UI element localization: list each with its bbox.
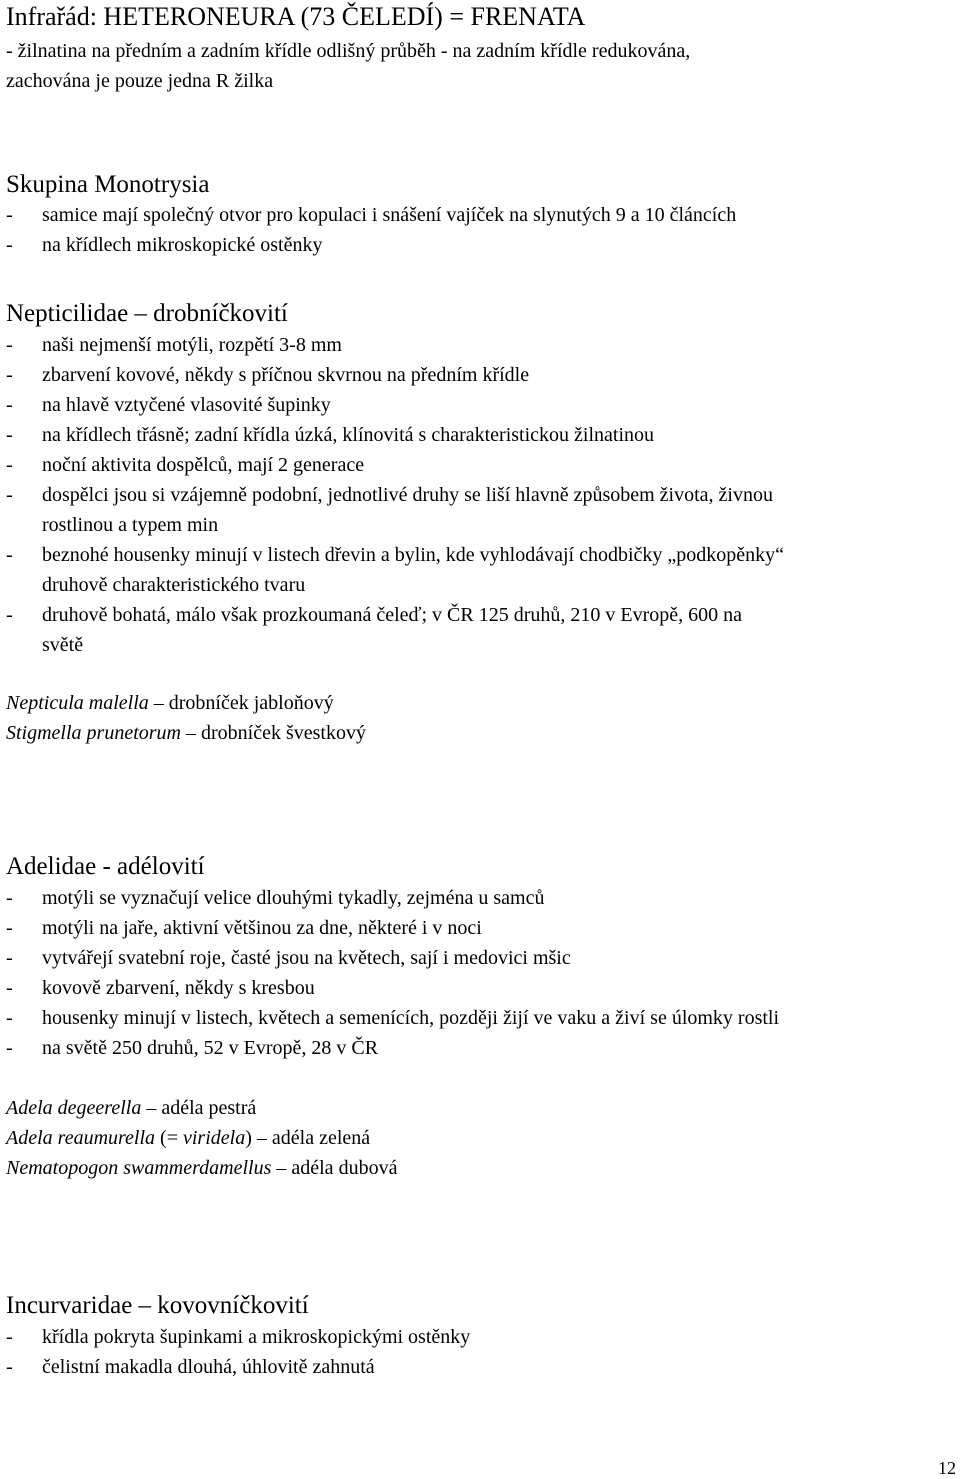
list-item-text: beznohé housenky minují v listech dřevin a bylin, kde vyhlodávají chodbičky „podkopěnky“	[42, 544, 785, 566]
list-item-text: čelistní makadla dlouhá, úhlovitě zahnutá	[42, 1356, 375, 1378]
intro-line: zachována je pouze jedna R žilka	[6, 70, 274, 92]
list-item-text: motýli na jaře, aktivní většinou za dne, některé i v noci	[42, 917, 482, 939]
species-entry	[6, 1097, 256, 1120]
species-entry	[6, 722, 366, 745]
intro-line: - žilnatina na předním a zadním křídle odlišný průběh - na zadním křídle redukována,	[6, 40, 691, 62]
bullet-dash: -	[6, 604, 13, 626]
species-latin-name: Nepticula malella	[6, 692, 149, 714]
list-item-text: dospělci jsou si vzájemně podobní, jednotlivé druhy se liší hlavně způsobem života, živnou	[42, 484, 773, 506]
species-entry	[6, 1157, 397, 1180]
section-heading-nepticulidae: Nepticilidae – drobníčkovití	[6, 300, 288, 327]
bullet-dash: -	[6, 977, 13, 999]
bullet-dash: -	[6, 364, 13, 386]
list-item-text: kovově zbarvení, někdy s kresbou	[42, 977, 315, 999]
species-common-name: – adéla pestrá	[141, 1097, 257, 1119]
bullet-dash: -	[6, 204, 13, 226]
bullet-dash: -	[6, 917, 13, 939]
list-item-text: samice mají společný otvor pro kopulaci i snášení vajíček na slynutých 9 a 10 článcích	[42, 204, 737, 226]
bullet-dash: -	[6, 424, 13, 446]
list-item-text: na křídlech třásně; zadní křídla úzká, klínovitá s charakteristickou žilnatinou	[42, 424, 655, 446]
list-item-text: naši nejmenší motýli, rozpětí 3-8 mm	[42, 334, 342, 356]
list-item-text: na světě 250 druhů, 52 v Evropě, 28 v ČR	[42, 1037, 379, 1059]
list-item-text: motýli se vyznačují velice dlouhými tykadly, zejména u samců	[42, 887, 545, 909]
list-item-text: zbarvení kovové, někdy s příčnou skvrnou na předním křídle	[42, 364, 530, 386]
list-item-text: vytvářejí svatební roje, časté jsou na květech, sají i medovici mšic	[42, 947, 571, 969]
species-synonym: viridela	[183, 1127, 246, 1149]
bullet-dash: -	[6, 394, 13, 416]
species-synonym-bracket: (=	[155, 1127, 183, 1149]
species-latin-name: Stigmella prunetorum	[6, 722, 181, 744]
section-heading-adelidae: Adelidae - adélovití	[6, 853, 205, 880]
section-heading-incurvaridae: Incurvaridae – kovovníčkovití	[6, 1292, 309, 1319]
species-entry	[6, 1127, 370, 1150]
bullet-dash: -	[6, 544, 13, 566]
bullet-dash: -	[6, 454, 13, 476]
species-common-name: – adéla dubová	[271, 1157, 398, 1179]
species-latin-name: Adela reaumurella	[6, 1127, 156, 1149]
bullet-dash: -	[6, 234, 13, 256]
species-entry	[6, 692, 334, 715]
page-title: Infrařád: HETERONEURA (73 ČELEDÍ) = FRENATA	[6, 2, 586, 31]
bullet-dash: -	[6, 947, 13, 969]
species-common-name: ) – adéla zelená	[245, 1127, 371, 1149]
page-number: 12	[938, 1458, 956, 1478]
bullet-dash: -	[6, 1356, 13, 1378]
bullet-dash: -	[6, 887, 13, 909]
list-item-continuation: rostlinou a typem min	[42, 514, 219, 536]
list-item-text: na hlavě vztyčené vlasovité šupinky	[42, 394, 331, 416]
species-common-name: – drobníček jabloňový	[148, 692, 334, 714]
list-item-text: noční aktivita dospělců, mají 2 generace	[42, 454, 365, 476]
list-item-text: housenky minují v listech, květech a semenících, později žijí ve vaku a živí se úlomky rostli	[42, 1007, 780, 1029]
bullet-dash: -	[6, 334, 13, 356]
bullet-dash: -	[6, 484, 13, 506]
species-latin-name: Nematopogon swammerdamellus	[6, 1157, 272, 1179]
section-heading-monotrysia: Skupina Monotrysia	[6, 171, 210, 198]
list-item-text: křídla pokryta šupinkami a mikroskopickými ostěnky	[42, 1326, 471, 1348]
species-common-name: – drobníček švestkový	[181, 722, 366, 744]
species-latin-name: Adela degeerella	[6, 1097, 142, 1119]
list-item-text: druhově bohatá, málo však prozkoumaná čeleď; v ČR 125 druhů, 210 v Evropě, 600 na	[42, 604, 742, 626]
bullet-dash: -	[6, 1326, 13, 1348]
list-item-continuation: světě	[42, 634, 84, 656]
list-item-continuation: druhově charakteristického tvaru	[42, 574, 306, 596]
bullet-dash: -	[6, 1007, 13, 1029]
list-item-text: na křídlech mikroskopické ostěnky	[42, 234, 323, 256]
bullet-dash: -	[6, 1037, 13, 1059]
